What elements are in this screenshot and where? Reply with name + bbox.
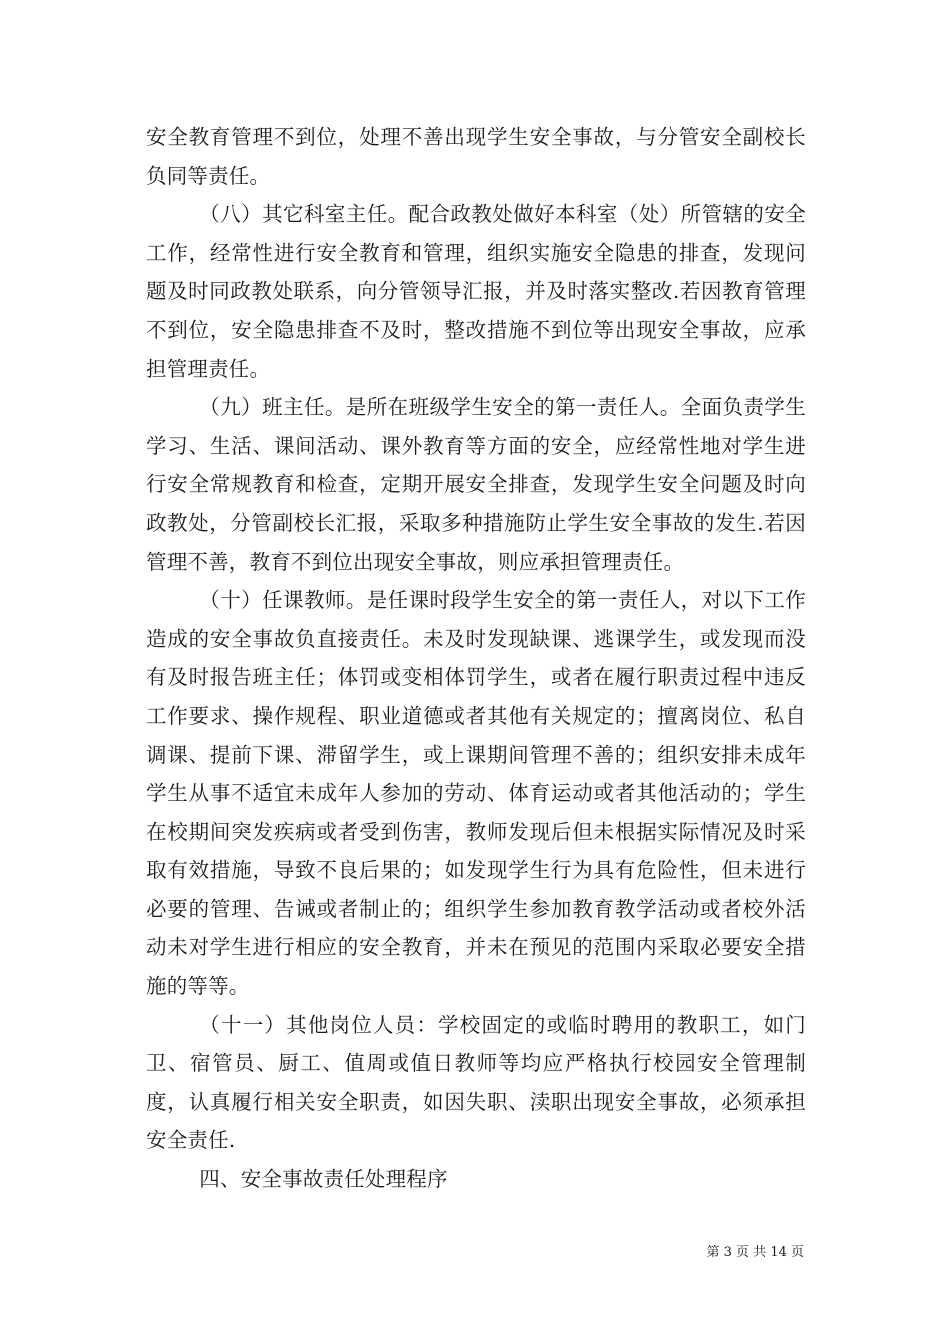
document-body — [146, 118, 806, 1199]
paragraph-item-10: （十）任课教师。是任课时段学生安全的第一责任人，对以下工作造成的安全事故负直接责任。未及时发现缺课、逃课学生，或发现而没有及时报告班主任；体罚或变相体罚学生，或者在履行职责过程中违反工作要求、操作规程、职业道德或者其他有关规定的；擅离岗位、私自调课、提前下课、滞留学生，或上课期间管理不善的；组织安排未成年学生从事不适宜未成年人参加的劳动、体育运动或者其他活动的；学生在校期间突发疾病或者受到伤害，教师发现后但未根据实际情况及时采取有效措施，导致不良后果的；如发现学生行为具有危险性，但未进行必要的管理、告诫或者制止的；组织学生参加教育教学活动或者校外活动未对学生进行相应的安全教育，并未在预见的范围内采取必要安全措施的等等。 — [146, 588, 806, 999]
page-number-footer: 第 3 页 共 14 页 — [706, 1245, 804, 1260]
paragraph-item-8: （八）其它科室主任。配合政教处做好本科室（处）所管辖的安全工作，经常性进行安全教育和管理，组织实施安全隐患的排查，发现问题及时同政教处联系，向分管领导汇报，并及时落实整改.若因教育管理不到位，安全隐患排查不及时，整改措施不到位等出现安全事故，应承担管理责任。 — [146, 202, 806, 381]
section-heading-4: 四、安全事故责任处理程序 — [199, 1167, 448, 1192]
paragraph-continuation: 安全教育管理不到位，处理不善出现学生安全事故，与分管安全副校长负同等责任。 — [146, 125, 806, 188]
paragraph-item-11: （十一）其他岗位人员：学校固定的或临时聘用的教职工，如门卫、宿管员、厨工、值周或值日教师等均应严格执行校园安全管理制度，认真履行相关安全职责，如因失职、渎职出现安全事故，必须承担安全责任. — [146, 1012, 806, 1153]
paragraph-item-9: （九）班主任。是所在班级学生安全的第一责任人。全面负责学生学习、生活、课间活动、课外教育等方面的安全，应经常性地对学生进行安全常规教育和检查，定期开展安全排查，发现学生安全问题及时向政教处，分管副校长汇报，采取多种措施防止学生安全事故的发生.若因管理不善，教育不到位出现安全事故，则应承担管理责任。 — [146, 395, 806, 574]
